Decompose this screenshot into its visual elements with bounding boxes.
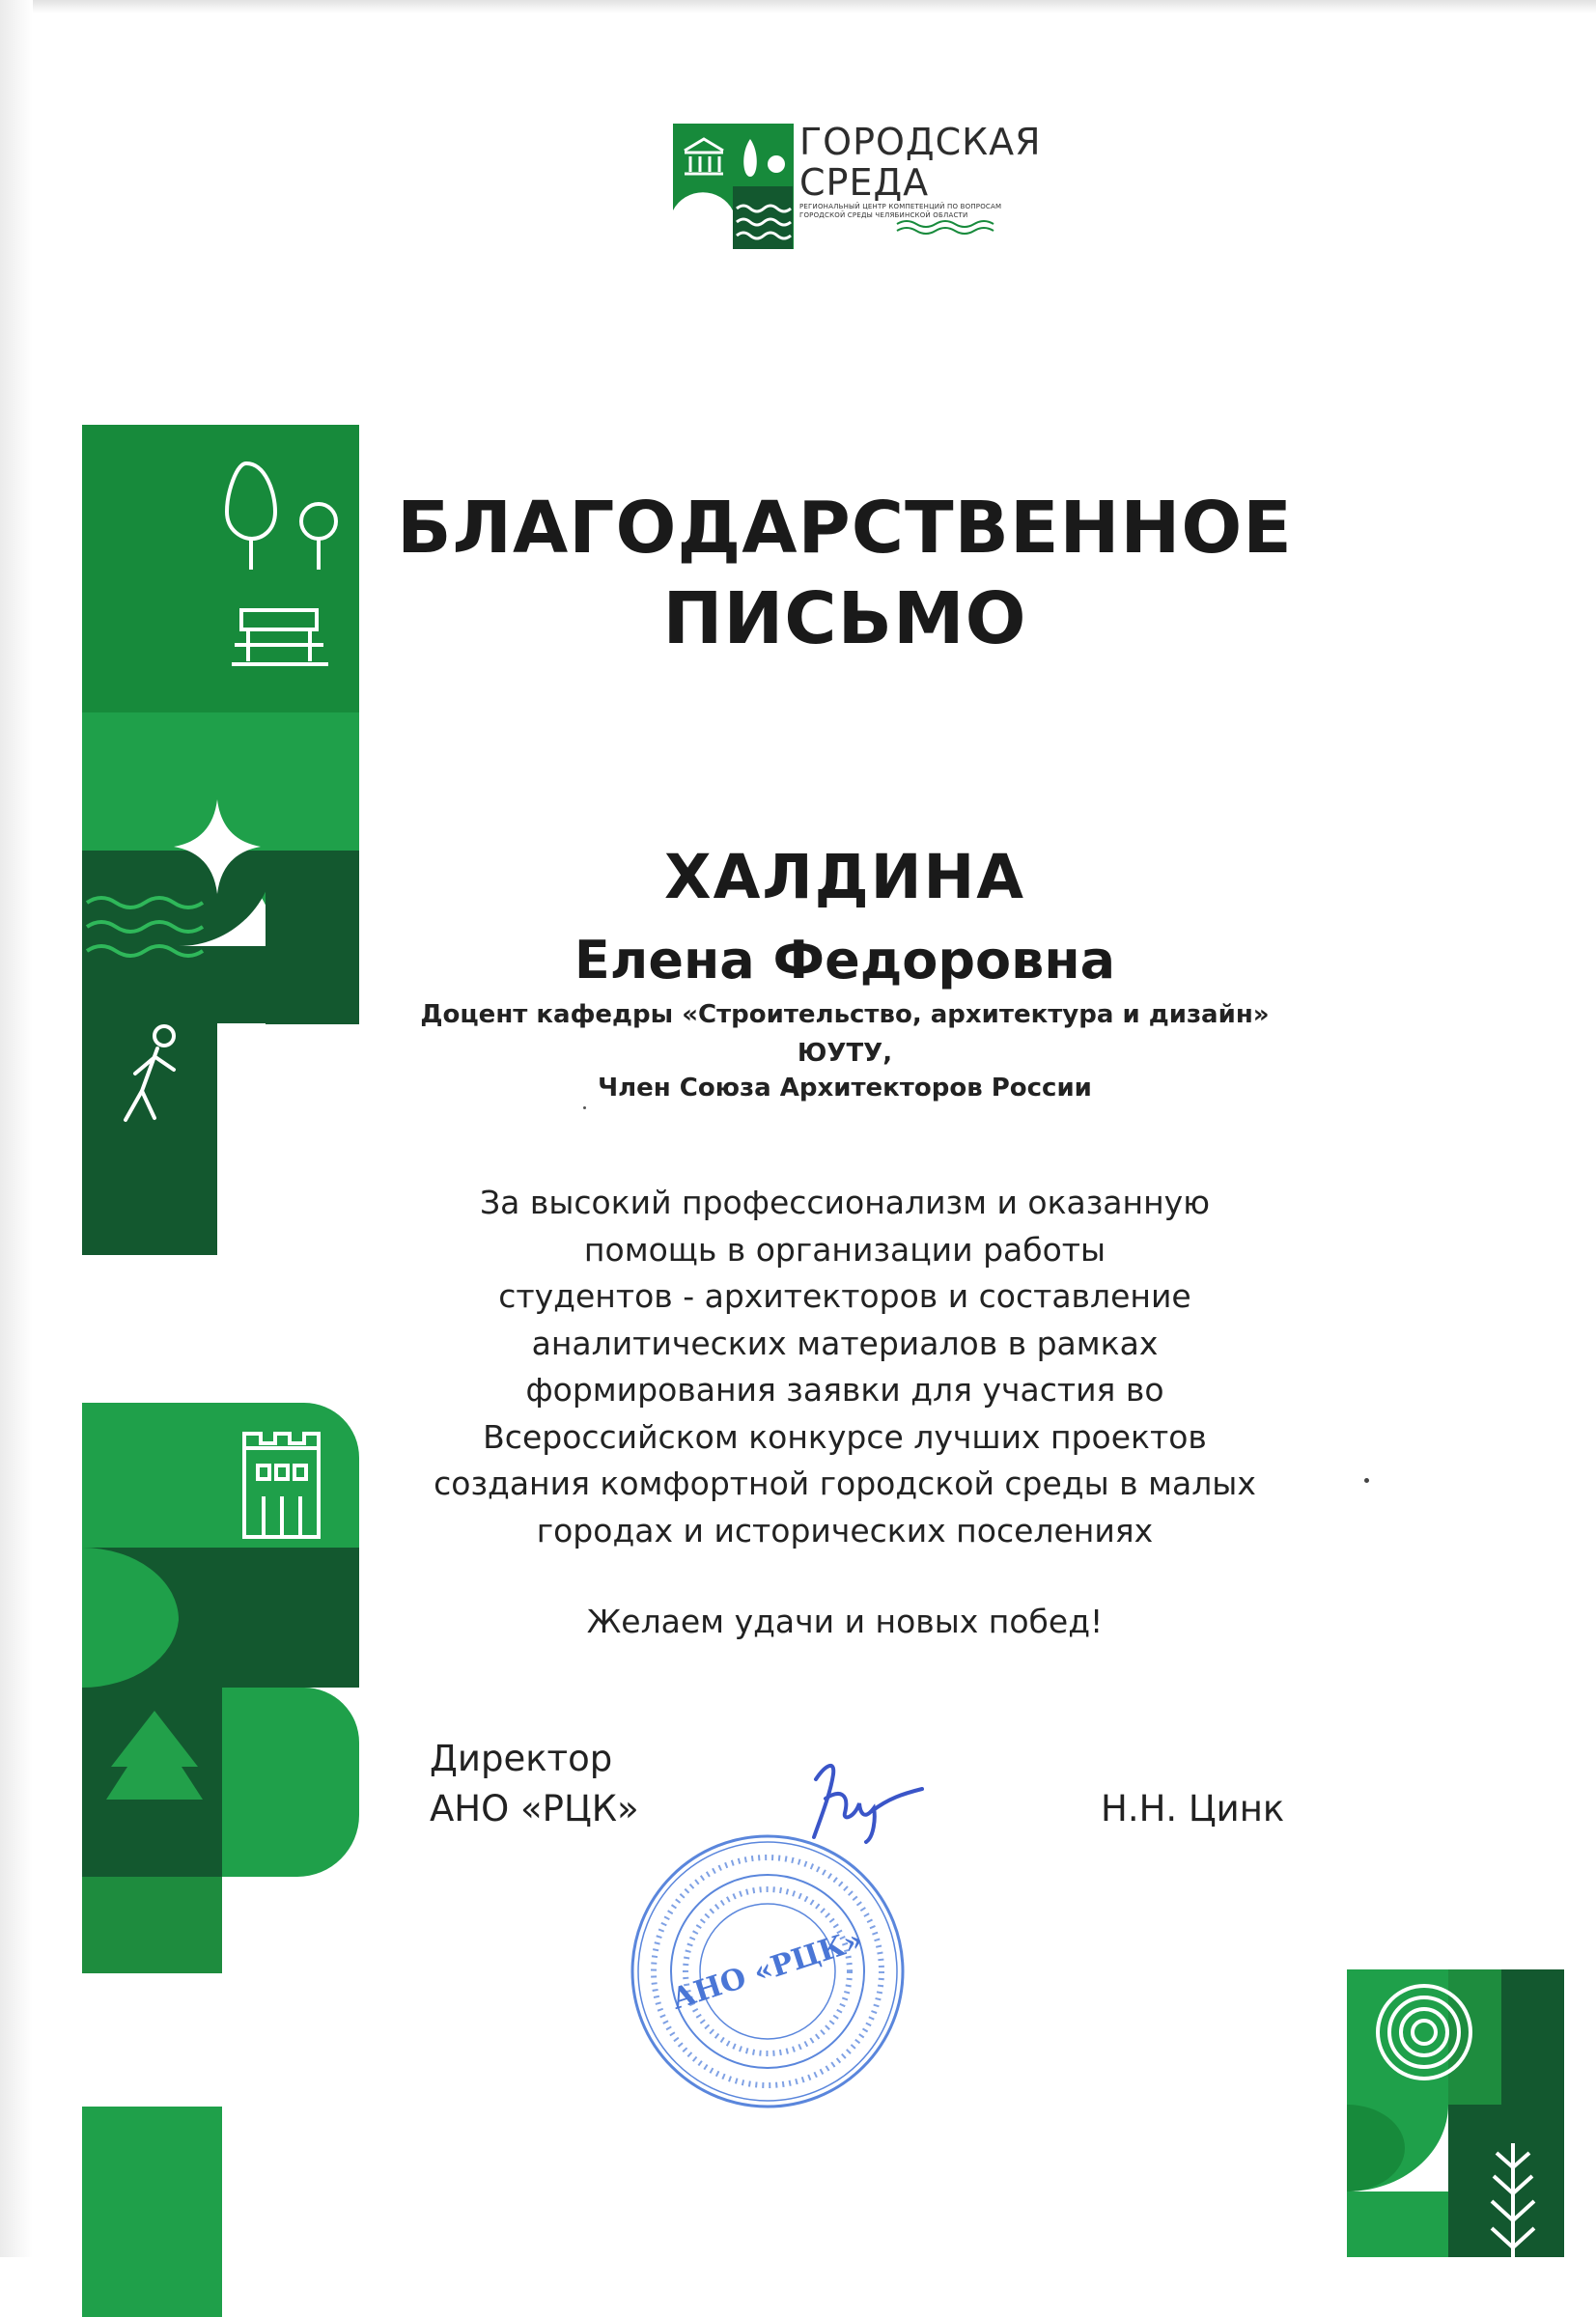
body-line: аналитических материалов в рамках [531, 1324, 1159, 1362]
recipient-given-names: Елена Федоровна [574, 930, 1116, 991]
wish-text: Желаем удачи и новых побед! [586, 1603, 1104, 1640]
recipient-position-line-3: Член Союза Архитекторов России [598, 1074, 1092, 1103]
panel-block [179, 1548, 359, 1688]
signer-role-line-2: АНО «РЦК» [430, 1788, 639, 1829]
right-decorative-panel [1347, 1969, 1569, 2257]
recipient-position-line-1: Доцент кафедры «Строительство, архитектура и дизайн» [420, 1000, 1270, 1029]
logo-wordmark [799, 122, 1042, 203]
scan-speck [1364, 1478, 1369, 1483]
body-line: Всероссийском конкурсе лучших проектов [483, 1417, 1207, 1456]
body-line: создания комфортной городской среды в малых [434, 1465, 1256, 1502]
stamp-center-text: АНО «РЦК» [667, 1923, 867, 2017]
logo-line-1: ГОРОДСКАЯ [799, 121, 1042, 163]
body-line: За высокий профессионализм и оказанную [480, 1184, 1210, 1221]
recipient-position-line-2: ЮУТУ, [797, 1039, 893, 1068]
left-decorative-panel [82, 425, 362, 2317]
scan-edge [0, 0, 1596, 14]
scan-speck [583, 1106, 586, 1109]
body-line: помощь в организации работы [583, 1230, 1106, 1269]
body-line: городах и исторических поселениях [536, 1511, 1154, 1549]
body-line: формирования заявки для участия во [525, 1371, 1164, 1409]
scan-edge [0, 0, 33, 2257]
recipient-surname: ХАЛДИНА [664, 842, 1025, 912]
panel-block [82, 2107, 222, 2317]
body-line: студентов - архитекторов и составление [498, 1277, 1191, 1315]
logo-subtitle: РЕГИОНАЛЬНЫЙ ЦЕНТР КОМПЕТЕНЦИЙ ПО ВОПРОСАМ ГОРОДСКОЙ СРЕДЫ ЧЕЛЯБИНСКОЙ ОБЛАСТИ [799, 203, 1002, 219]
gratitude-text [367, 1180, 1323, 1554]
logo-line-2: СРЕДА [799, 161, 930, 204]
panel-block [82, 1023, 217, 1255]
official-stamp [623, 1827, 912, 2116]
title-line-1: БЛАГОДАРСТВЕННОЕ [397, 487, 1293, 570]
signer-role-line-1: Директор [430, 1738, 613, 1779]
title-line-2: ПИСЬМО [662, 577, 1027, 660]
document-title [290, 483, 1400, 664]
signer-name: Н.Н. Цинк [1101, 1788, 1285, 1829]
